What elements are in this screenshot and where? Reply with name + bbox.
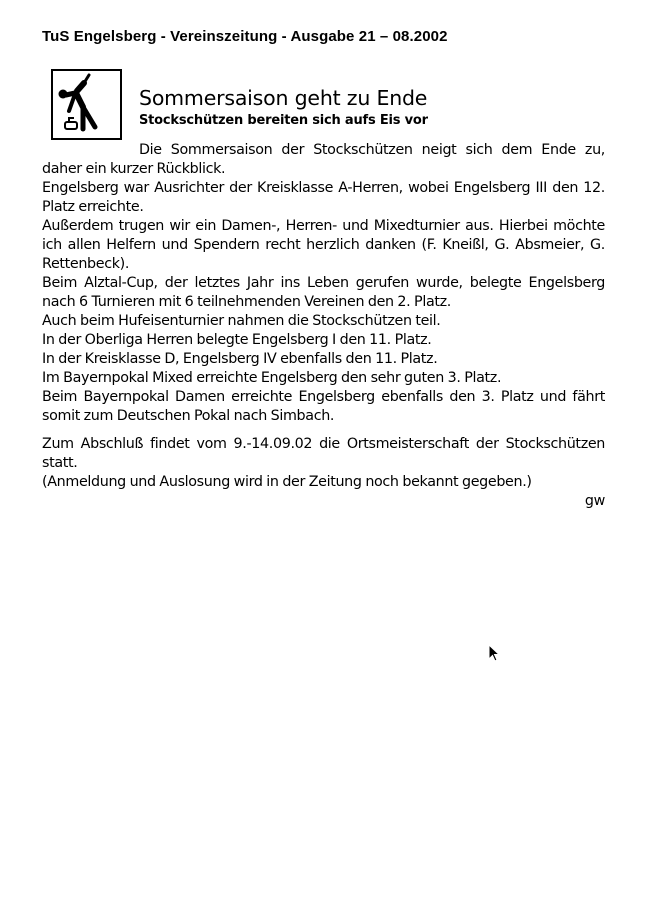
newsletter-header: TuS Engelsberg - Vereinszeitung - Ausgabe 21 – 08.2002 bbox=[42, 28, 448, 45]
article-paragraph: In der Oberliga Herren belegte Engelsberg I den 11. Platz. bbox=[42, 332, 432, 348]
article-paragraph: In der Kreisklasse D, Engelsberg IV ebenfalls den 11. Platz. bbox=[42, 351, 438, 367]
article-title: Sommersaison geht zu Ende bbox=[139, 86, 428, 110]
article-paragraph: Beim Bayernpokal Damen erreichte Engelsberg ebenfalls den 3. Platz und fährt somit zum Deutschen Pokal nach Simbach. bbox=[42, 389, 605, 424]
article-paragraph: Im Bayernpokal Mixed erreichte Engelsberg den sehr guten 3. Platz. bbox=[42, 370, 502, 386]
article-paragraph: Engelsberg war Ausrichter der Kreisklasse A-Herren, wobei Engelsberg III den 12. Platz erreichte. bbox=[42, 180, 605, 215]
author-signature: gw bbox=[584, 493, 605, 509]
article-paragraph: Außerdem trugen wir ein Damen-, Herren- und Mixedturnier aus. Hierbei möchte ich allen Helfern und Spendern recht herzlich danken (F. Kneißl, G. Absmeier, G. Rettenbeck). bbox=[42, 218, 605, 272]
article-paragraph: Beim Alztal-Cup, der letztes Jahr ins Leben gerufen wurde, belegte Engelsberg nach 6 Turnieren mit 6 teilnehmenden Vereinen den 2. Platz. bbox=[42, 275, 605, 310]
article-subtitle: Stockschützen bereiten sich aufs Eis vor bbox=[139, 113, 428, 128]
curling-player-icon bbox=[51, 69, 122, 140]
article-paragraph: (Anmeldung und Auslosung wird in der Zeitung noch bekannt gegeben.) bbox=[42, 474, 532, 490]
article-paragraph: Auch beim Hufeisenturnier nahmen die Stockschützen teil. bbox=[42, 313, 441, 329]
article-body bbox=[42, 141, 605, 511]
mouse-pointer-icon bbox=[488, 644, 500, 666]
article-paragraph: Die Sommersaison der Stockschützen neigt sich dem Ende zu, daher ein kurzer Rückblick. bbox=[42, 142, 605, 177]
article-paragraph: Zum Abschluß findet vom 9.-14.09.02 die Ortsmeisterschaft der Stockschützen statt. bbox=[42, 436, 605, 471]
